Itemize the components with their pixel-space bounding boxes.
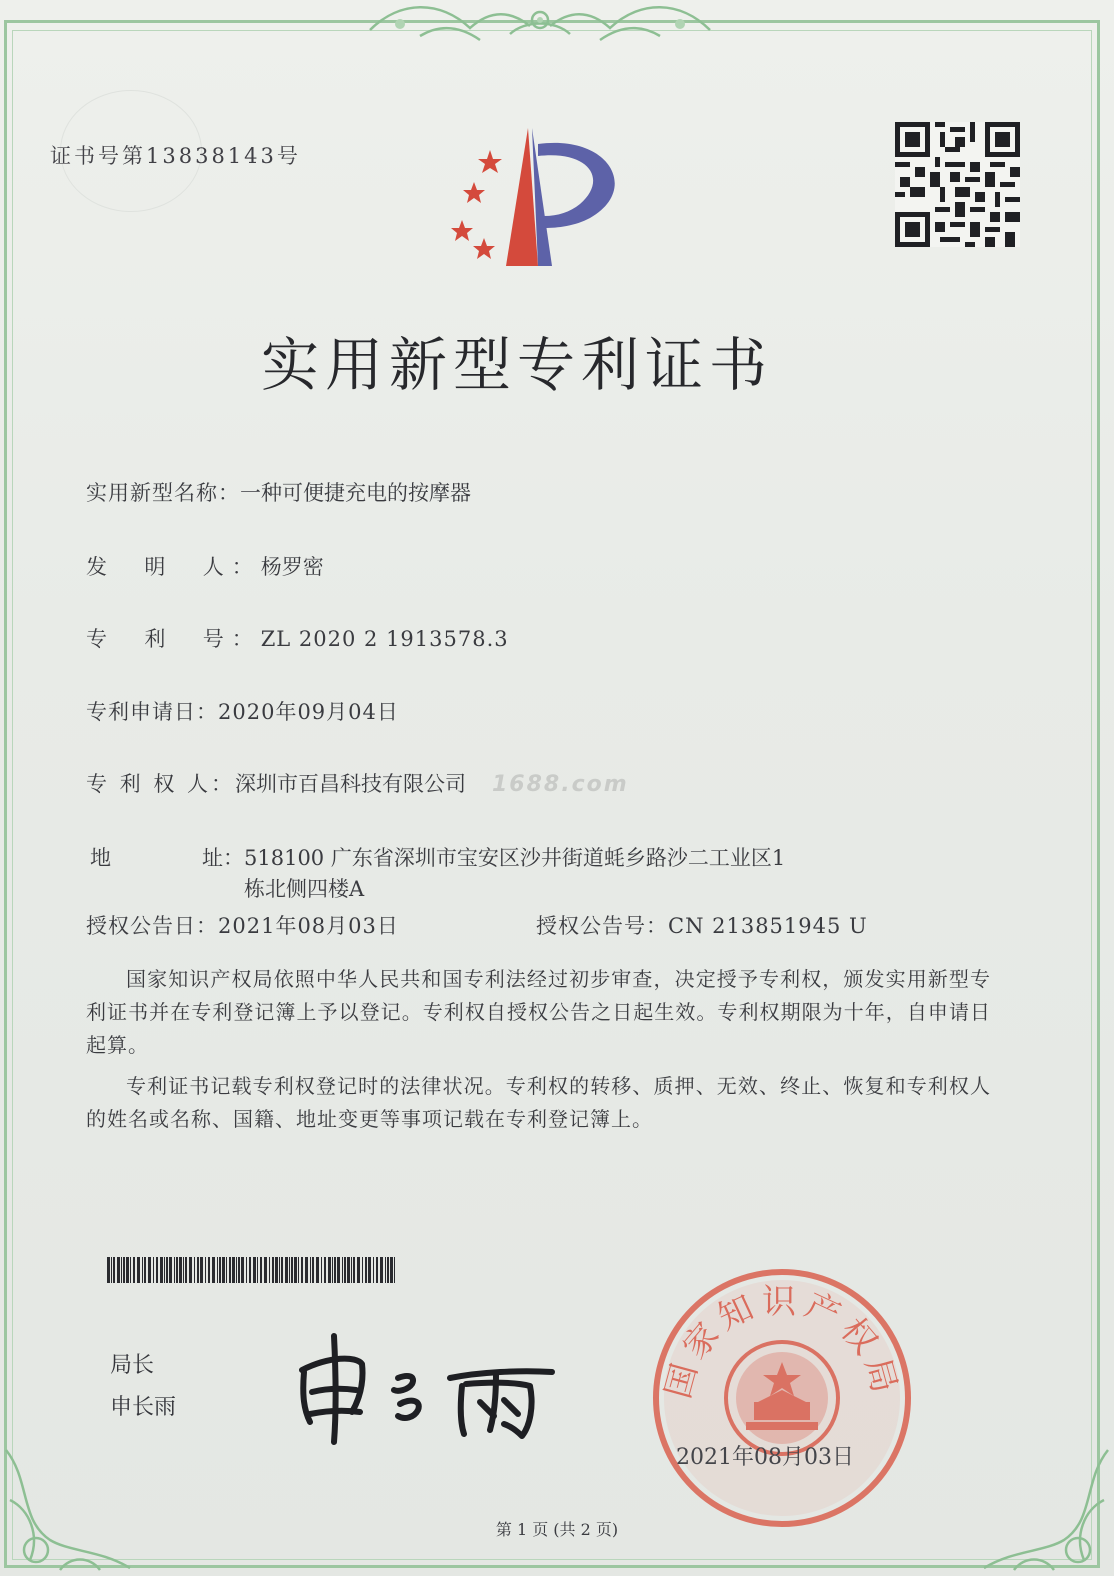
barcode-bar [390, 1257, 393, 1283]
barcode-bar [312, 1257, 314, 1283]
barcode-bar [310, 1257, 311, 1283]
barcode-bar [387, 1257, 389, 1283]
barcode-bar [344, 1257, 346, 1283]
barcode-bar [222, 1257, 225, 1283]
barcode-bar [226, 1257, 227, 1283]
barcode-bar [117, 1257, 120, 1283]
barcode-bar [347, 1257, 350, 1283]
filing-date-row [86, 696, 399, 726]
barcode-bar [351, 1257, 352, 1283]
bottom-left-ornament [0, 1440, 150, 1576]
barcode-bar [238, 1257, 240, 1283]
barcode-bar [301, 1257, 303, 1283]
barcode-bar [285, 1257, 288, 1283]
barcode-bar [264, 1257, 267, 1283]
barcode-bar [153, 1257, 154, 1283]
address-line-1: 518100 广东省深圳市宝安区沙井街道蚝乡路沙二工业区1 [244, 846, 786, 870]
barcode-bar [169, 1257, 172, 1283]
patent-office-emblem [440, 120, 630, 270]
barcode-bar [249, 1257, 251, 1283]
barcode-bar [123, 1257, 125, 1283]
barcode-bar [208, 1257, 210, 1283]
barcode-bar [142, 1257, 143, 1283]
barcode-bar [137, 1257, 140, 1283]
filing-date-label: 专利申请日： [86, 700, 218, 724]
barcode-bar [289, 1257, 290, 1283]
patent-number-row [86, 623, 509, 653]
barcode-bar [353, 1257, 355, 1283]
patentee-value: 深圳市百昌科技有限公司 [235, 772, 467, 796]
barcode-bar [328, 1257, 331, 1283]
barcode-bar [253, 1257, 256, 1283]
barcode-bar [298, 1257, 299, 1283]
barcode [107, 1257, 399, 1283]
barcode-bar [380, 1257, 383, 1283]
barcode-bar [332, 1257, 333, 1283]
top-ornament [360, 0, 720, 48]
barcode-bar [174, 1257, 175, 1283]
barcode-bar [246, 1257, 247, 1283]
official-seal [646, 1262, 918, 1534]
director-title: 局长 [110, 1353, 155, 1378]
utility-model-name-label: 实用新型名称： [86, 481, 240, 505]
barcode-bar [164, 1257, 165, 1283]
inventor-value: 杨罗密 [260, 555, 324, 579]
patent-number-label: 专 利 号： [86, 627, 261, 651]
patentee-label: 专 利 权 人： [86, 772, 236, 796]
barcode-bar [156, 1257, 158, 1283]
director-signature [290, 1326, 560, 1446]
barcode-bar [217, 1257, 218, 1283]
barcode-bar [189, 1257, 192, 1283]
barcode-bar [362, 1257, 363, 1283]
barcode-bar [279, 1257, 280, 1283]
bottom-right-ornament [964, 1440, 1114, 1576]
barcode-bar [294, 1257, 297, 1283]
barcode-bar [200, 1257, 203, 1283]
barcode-bar [179, 1257, 182, 1283]
address-label-a: 地 [90, 846, 111, 870]
grant-number-row [536, 910, 868, 940]
barcode-bar [148, 1257, 151, 1283]
barcode-bar [281, 1257, 283, 1283]
barcode-bar [316, 1257, 319, 1283]
barcode-bar [133, 1257, 135, 1283]
inventor-row [86, 551, 324, 581]
barcode-bar [126, 1257, 129, 1283]
address-line-2: 栋北侧四楼A [244, 877, 365, 901]
barcode-bar [197, 1257, 199, 1283]
barcode-bar [275, 1257, 278, 1283]
patent-number-value: ZL 2020 2 1913578.3 [260, 627, 509, 651]
certificate-title: 实用新型专利证书 [260, 331, 773, 399]
seal-text: 国家知识产权局 [658, 1282, 906, 1403]
patentee-row [86, 768, 466, 798]
inventor-label: 发 明 人： [86, 555, 261, 579]
utility-model-name-row [86, 477, 471, 507]
barcode-bar [376, 1257, 378, 1283]
certificate-number: 证书号第13838143号 [50, 144, 301, 168]
barcode-bar [236, 1257, 237, 1283]
utility-model-name-value: 一种可便捷充电的按摩器 [240, 481, 471, 505]
barcode-bar [107, 1257, 110, 1283]
barcode-bar [130, 1257, 131, 1283]
barcode-bar [166, 1257, 168, 1283]
barcode-bar [183, 1257, 184, 1283]
director-name: 申长雨 [110, 1395, 177, 1420]
watermark-text: 1688.com [492, 772, 629, 797]
barcode-bar [113, 1257, 115, 1283]
legal-paragraph-2: 专利证书记载专利权登记时的法律状况。专利权的转移、质押、无效、终止、恢复和专利权人的姓名或名称、国籍、地址变更等事项记载在专利登记簿上。 [86, 1074, 991, 1131]
barcode-bar [269, 1257, 270, 1283]
barcode-bar [232, 1257, 235, 1283]
barcode-bar [144, 1257, 146, 1283]
address-label-b: 址： [202, 846, 244, 870]
barcode-bar [176, 1257, 178, 1283]
barcode-bar [194, 1257, 195, 1283]
barcode-bar [385, 1257, 386, 1283]
barcode-bar [260, 1257, 262, 1283]
barcode-bar [111, 1257, 112, 1283]
barcode-bar [185, 1257, 187, 1283]
barcode-bar [272, 1257, 274, 1283]
barcode-bar [121, 1257, 122, 1283]
barcode-bar [357, 1257, 360, 1283]
grant-date-value: 2021年08月03日 [218, 914, 399, 938]
page-footer: 第 1 页 (共 2 页) [495, 1520, 619, 1539]
barcode-bar [337, 1257, 340, 1283]
barcode-bar [212, 1257, 215, 1283]
barcode-bar [365, 1257, 367, 1283]
barcode-bar [321, 1257, 322, 1283]
legal-paragraph-1: 国家知识产权局依照中华人民共和国专利法经过初步审查，决定授予专利权，颁发实用新型专利证书并在专利登记簿上予以登记。专利权自授权公告之日起生效。专利权期限为十年，自申请日起算。 [86, 967, 991, 1057]
barcode-bar [160, 1257, 163, 1283]
seal-date: 2021年08月03日 [676, 1445, 854, 1470]
barcode-bar [394, 1257, 395, 1283]
barcode-bar [257, 1257, 258, 1283]
barcode-bar [305, 1257, 308, 1283]
barcode-bar [368, 1257, 371, 1283]
barcode-bar [342, 1257, 343, 1283]
barcode-bar [241, 1257, 244, 1283]
qr-code [895, 122, 1020, 247]
barcode-bar [334, 1257, 336, 1283]
grant-date-label: 授权公告日： [86, 914, 218, 938]
grant-date-row [86, 910, 399, 940]
barcode-bar [291, 1257, 293, 1283]
barcode-bar [219, 1257, 221, 1283]
filing-date-value: 2020年09月04日 [218, 700, 399, 724]
barcode-bar [324, 1257, 326, 1283]
grant-number-value: CN 213851945 U [668, 914, 868, 938]
barcode-bar [373, 1257, 374, 1283]
barcode-bar [229, 1257, 231, 1283]
grant-number-label: 授权公告号： [536, 914, 668, 938]
barcode-bar [205, 1257, 206, 1283]
